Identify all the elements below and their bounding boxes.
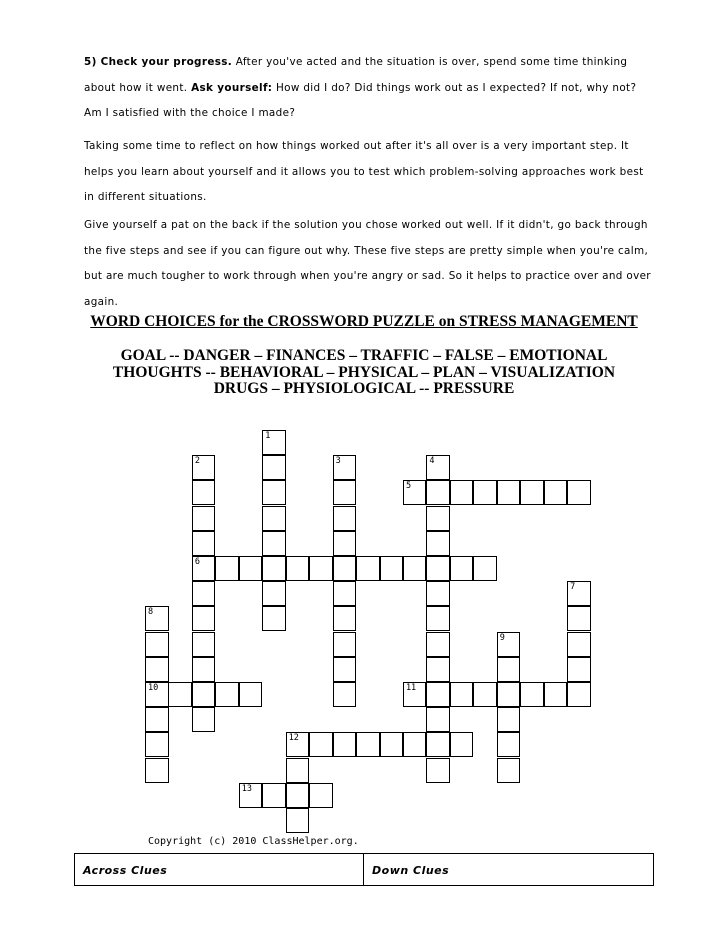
across-clues-header: Across Clues: [75, 854, 364, 885]
crossword-cell: [403, 556, 427, 581]
crossword-cell: [309, 783, 333, 808]
crossword-cell: [333, 531, 357, 556]
crossword-cell: [309, 556, 333, 581]
copyright-notice: Copyright (c) 2010 ClassHelper.org.: [148, 836, 359, 847]
crossword-cell: [497, 707, 521, 732]
reflect-paragraph: Taking some time to reflect on how things worked out after it's all over is a very important step. It helps you learn about yourself and it allows you to test which problem-solving approaches work best in different situations.: [84, 140, 644, 203]
crossword-cell: [192, 581, 216, 606]
crossword-cell: [497, 480, 521, 505]
crossword-cell: [333, 455, 357, 480]
crossword-cell: [145, 732, 169, 757]
crossword-cell: [286, 808, 310, 833]
crossword-cell: [215, 682, 239, 707]
crossword-cell: [473, 480, 497, 505]
crossword-cell: [239, 783, 263, 808]
crossword-cell: [426, 531, 450, 556]
crossword-cell: [145, 707, 169, 732]
crossword-cell: [544, 480, 568, 505]
crossword-cell: [286, 783, 310, 808]
clues-table: [74, 853, 654, 886]
crossword-cell: [403, 682, 427, 707]
crossword-cell: [192, 506, 216, 531]
crossword-cell: [544, 682, 568, 707]
crossword-cell: [497, 657, 521, 682]
word-choices-title: WORD CHOICES for the CROSSWORD PUZZLE on STRESS MANAGEMENT: [90, 313, 638, 330]
crossword-cell: [473, 556, 497, 581]
crossword-cell: [380, 556, 404, 581]
crossword-cell: [192, 455, 216, 480]
crossword-cell: [426, 506, 450, 531]
clue-number: 2: [194, 456, 201, 467]
crossword-cell: [239, 682, 263, 707]
word-choices-line-2: THOUGHTS -- BEHAVIORAL – PHYSICAL – PLAN – VISUALIZATION: [112, 364, 616, 381]
crossword-cell: [333, 606, 357, 631]
crossword-cell: [262, 455, 286, 480]
clue-number: 10: [148, 683, 159, 693]
crossword-cell: [145, 758, 169, 783]
crossword-cell: [239, 556, 263, 581]
word-choices-line-3: DRUGS – PHYSIOLOGICAL -- PRESSURE: [213, 380, 515, 397]
crossword-cell: [333, 506, 357, 531]
crossword-cell: [192, 657, 216, 682]
crossword-cell: [262, 506, 286, 531]
crossword-cell: [497, 682, 521, 707]
crossword-cell: [262, 430, 286, 455]
crossword-cell: [215, 556, 239, 581]
clue-number: 9: [499, 632, 505, 643]
clue-number: 12: [288, 733, 299, 744]
crossword-cell: [168, 682, 192, 707]
crossword-cell: [567, 657, 591, 682]
clue-number: 11: [405, 683, 417, 693]
crossword-cell: [333, 556, 357, 581]
crossword-cell: [192, 682, 216, 707]
crossword-cell: [567, 632, 591, 657]
step5-text1: After you've acted and the situation is over, spend some time thinking about how it went.: [84, 56, 628, 94]
crossword-cell: [426, 606, 450, 631]
crossword-cell: [192, 531, 216, 556]
crossword-cell: [333, 632, 357, 657]
crossword-cell: [262, 581, 286, 606]
crossword-cell: [520, 682, 544, 707]
crossword-cell: [192, 556, 216, 581]
crossword-cell: [426, 480, 450, 505]
crossword-cell: [426, 758, 450, 783]
crossword-cell: [567, 682, 591, 707]
crossword-cell: [333, 657, 357, 682]
crossword-cell: [262, 606, 286, 631]
crossword-cell: [450, 480, 474, 505]
clue-number: 13: [241, 783, 253, 794]
clue-number: 8: [148, 607, 154, 618]
clue-number: 1: [265, 431, 271, 441]
crossword-cell: [426, 707, 450, 732]
crossword-cell: [262, 783, 286, 808]
crossword-cell: [473, 682, 497, 707]
crossword-cell: [192, 632, 216, 657]
crossword-cell: [450, 682, 474, 707]
word-choices-line-1: GOAL -- DANGER – FINANCES – TRAFFIC – FALSE – EMOTIONAL: [120, 347, 608, 364]
crossword-cell: [426, 556, 450, 581]
crossword-cell: [520, 480, 544, 505]
clue-number: 7: [570, 582, 576, 593]
clue-number: 6: [194, 557, 201, 567]
crossword-cell: [262, 480, 286, 505]
crossword-cell: [567, 606, 591, 631]
crossword-cell: [286, 758, 310, 783]
crossword-cell: [426, 632, 450, 657]
step5-heading: 5) Check your progress.: [84, 56, 233, 68]
down-clues-header: Down Clues: [372, 864, 450, 877]
crossword-cell: [497, 732, 521, 757]
crossword-cell: [192, 606, 216, 631]
crossword-cell: [262, 556, 286, 581]
crossword-cell: [450, 732, 474, 757]
crossword-cell: [145, 606, 169, 631]
crossword-cell: [286, 556, 310, 581]
step5-text2: How did I do? Did things work out as I expected? If not, why not? Am I satisfied with the choice I made?: [84, 81, 637, 119]
crossword-cell: [497, 632, 521, 657]
clue-number: 5: [405, 481, 412, 492]
crossword-cell: [403, 480, 427, 505]
crossword-cell: [333, 581, 357, 606]
crossword-cell: [426, 455, 450, 480]
pat-on-back-paragraph: Give yourself a pat on the back if the solution you chose worked out well. If it didn't, go back through the five steps and see if you can figure out why. These five steps are pretty simple when you're calm, but are much tougher to work through when you're angry or sad. So it helps to practice over and over again.: [84, 219, 651, 308]
crossword-cell: [309, 732, 333, 757]
crossword-cell: [286, 732, 310, 757]
crossword-cell: [145, 682, 169, 707]
clue-number: 4: [429, 456, 435, 467]
crossword-cell: [403, 732, 427, 757]
crossword-cell: [567, 581, 591, 606]
crossword-cell: [145, 632, 169, 657]
crossword-cell: [426, 581, 450, 606]
crossword-cell: [426, 682, 450, 707]
crossword-cell: [333, 682, 357, 707]
crossword-cell: [380, 732, 404, 757]
crossword-cell: [426, 657, 450, 682]
crossword-cell: [192, 480, 216, 505]
crossword-cell: [262, 531, 286, 556]
crossword-cell: [333, 480, 357, 505]
crossword-cell: [356, 556, 380, 581]
crossword-cell: [567, 480, 591, 505]
crossword-cell: [192, 707, 216, 732]
crossword-cell: [426, 732, 450, 757]
crossword-cell: [497, 758, 521, 783]
crossword-cell: [145, 657, 169, 682]
crossword-cell: [333, 732, 357, 757]
clue-number: 3: [335, 456, 341, 467]
ask-yourself-label: Ask yourself:: [191, 81, 273, 94]
crossword-cell: [356, 732, 380, 757]
crossword-cell: [450, 556, 474, 581]
